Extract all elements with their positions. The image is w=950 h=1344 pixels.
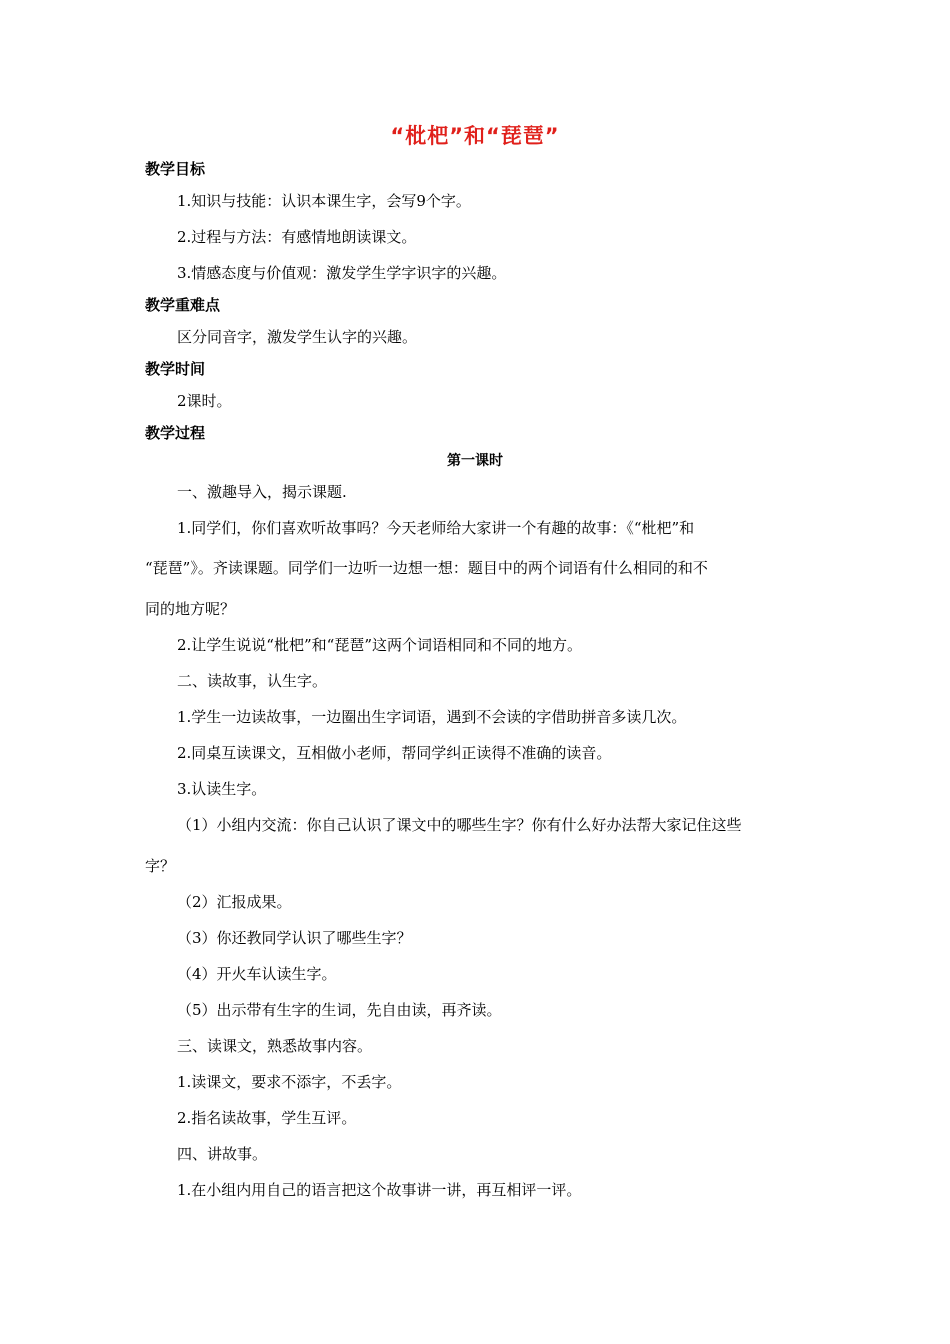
paragraph: 2.同桌互读课文，互相做小老师，帮同学纠正读得不准确的读音。 — [177, 744, 612, 762]
paragraph-continuation: 字？ — [145, 857, 176, 875]
paragraph: 1.学生一边读故事，一边圈出生字词语，遇到不会读的字借助拼音多读几次。 — [177, 708, 687, 726]
paragraph: （2）汇报成果。 — [177, 893, 292, 911]
goal-3: 3.情感态度与价值观：激发学生学字识字的兴趣。 — [177, 264, 507, 282]
paragraph-continuation: “琵琶”》。齐读课题。同学们一边听一边想一想：题目中的两个词语有什么相同的和不 — [145, 559, 708, 577]
paragraph: 1.在小组内用自己的语言把这个故事讲一讲，再互相评一评。 — [177, 1181, 582, 1199]
heading-teaching-time: 教学时间 — [145, 360, 206, 378]
paragraph: （4）开火车认读生字。 — [177, 965, 337, 983]
key-points-text: 区分同音字，激发学生认字的兴趣。 — [177, 328, 418, 346]
heading-goals: 教学目标 — [145, 160, 206, 178]
paragraph-continuation: 同的地方呢？ — [145, 600, 236, 618]
paragraph: （5）出示带有生字的生词，先自由读，再齐读。 — [177, 1001, 502, 1019]
paragraph: 2.指名读故事，学生互评。 — [177, 1109, 357, 1127]
paragraph: 1.同学们，你们喜欢听故事吗？今天老师给大家讲一个有趣的故事：《“枇杷”和 — [177, 519, 695, 537]
paragraph: （3）你还教同学认识了哪些生字？ — [177, 929, 412, 947]
paragraph: 二、读故事，认生字。 — [177, 672, 328, 690]
goal-1: 1.知识与技能：认识本课生字，会写9个字。 — [177, 192, 471, 210]
paragraph: 2.让学生说说“枇杷”和“琵琶”这两个词语相同和不同的地方。 — [177, 636, 582, 654]
document-title: “枇杷”和“琵琶” — [390, 124, 560, 148]
goal-2: 2.过程与方法：有感情地朗读课文。 — [177, 228, 417, 246]
paragraph: 四、讲故事。 — [177, 1145, 268, 1163]
paragraph: （1）小组内交流：你自己认识了课文中的哪些生字？你有什么好办法帮大家记住这些 — [177, 816, 742, 834]
paragraph: 1.读课文，要求不添字，不丢字。 — [177, 1073, 402, 1091]
paragraph: 一、激趣导入，揭示课题. — [177, 483, 347, 501]
heading-teaching-process: 教学过程 — [145, 424, 206, 442]
paragraph: 三、读课文，熟悉故事内容。 — [177, 1037, 373, 1055]
heading-key-points: 教学重难点 — [145, 296, 221, 314]
paragraph: 3.认读生字。 — [177, 780, 267, 798]
heading-lesson-1: 第一课时 — [447, 453, 503, 469]
teaching-time-text: 2课时。 — [177, 392, 232, 410]
